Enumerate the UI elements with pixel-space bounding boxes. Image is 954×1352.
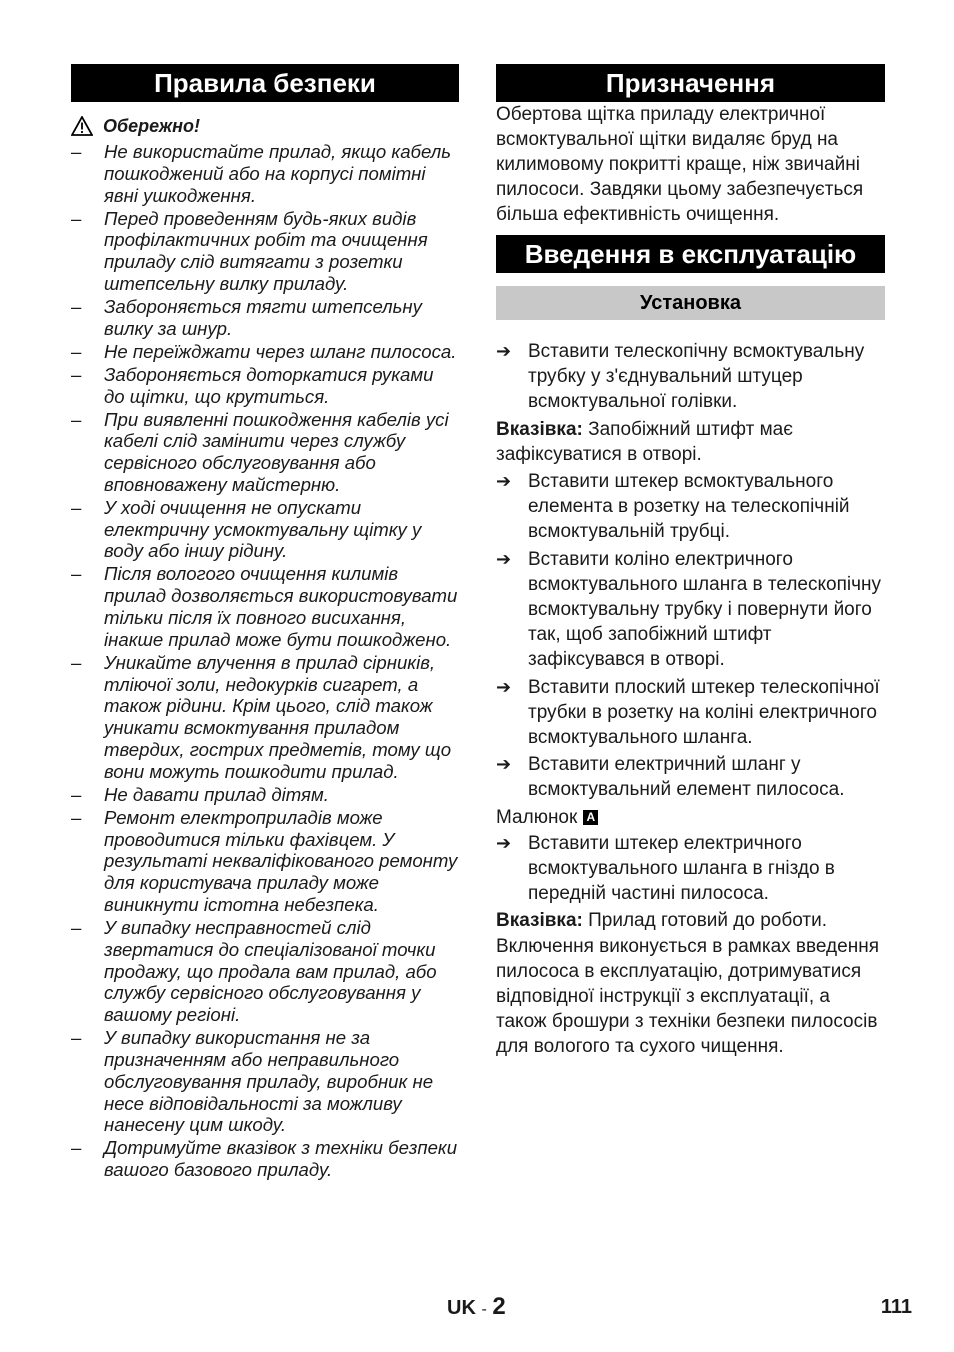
step-text: Вставити телескопічну всмоктувальну трубку у з'єднувальний штуцер всмоктувальної голівки. xyxy=(528,341,865,413)
step-text: Вставити електричний шланг у всмоктувальний елемент пилососа. xyxy=(528,754,845,801)
list-item-text: Не переїжджати через шланг пилососа. xyxy=(104,340,457,362)
list-item xyxy=(71,652,459,783)
list-item xyxy=(71,784,459,806)
dash-bullet: – xyxy=(71,295,82,317)
list-item-text: Після вологого очищення килимів прилад дозволяється використовувати тільки після їх повного висихання, інакше прилад може бути пошкоджено. xyxy=(104,563,458,650)
footer-section-number: 2 xyxy=(492,1293,506,1320)
list-item-text: Не використайте прилад, якщо кабель пошкоджений або на корпусі помітні явні ушкодження. xyxy=(104,141,451,206)
note-2 xyxy=(496,908,885,1059)
list-item-text: У випадку несправностей слід звертатися до спеціалізованої точки продажу, що продала вам прилад, або службу сервісного обслуговування у вашому регіоні. xyxy=(104,916,437,1026)
list-item xyxy=(71,563,459,650)
step-text: Вставити штекер всмоктувального елемента в розетку на телескопічній всмоктувальній трубці. xyxy=(528,471,850,543)
note-label: Вказівка: xyxy=(496,910,583,932)
step-6 xyxy=(496,831,885,907)
caution-label: Обережно! xyxy=(103,116,201,136)
note-label: Вказівка: xyxy=(496,418,583,440)
dash-bullet: – xyxy=(71,340,82,362)
list-item-text: Забороняється доторкатися руками до щітки, що крутиться. xyxy=(104,363,434,407)
list-item-text: При виявленні пошкодження кабелів усі кабелі слід замінити через службу сервісного обслуговування або вповноважену майстерню. xyxy=(104,408,449,495)
list-item-text: У випадку використання не за призначенням або неправильного обслуговування приладу, виробник не несе відповідальності за можливу нанесену цим шкоду. xyxy=(104,1027,434,1136)
figure-letter-badge: A xyxy=(583,810,598,825)
dash-bullet: – xyxy=(71,651,82,673)
list-item xyxy=(71,364,459,408)
dash-bullet: – xyxy=(71,806,82,828)
list-item xyxy=(71,917,459,1026)
commissioning-heading: Введення в експлуатацію xyxy=(496,235,885,273)
step-4 xyxy=(496,675,885,751)
note-text: Прилад готовий до роботи. Включення виконується в рамках введення пилососа в експлуатацію, дотримуватися відповідної інструкції з експлуатації, а також брошури з техніки безпеки пилососів для вологого та сухого чищення. xyxy=(496,910,879,1058)
dash-bullet: – xyxy=(71,408,82,430)
arrow-right-icon: ➔ xyxy=(496,548,512,569)
note-text: Запобіжний штифт має зафіксуватися в отворі. xyxy=(496,418,793,465)
footer-lang: UK xyxy=(447,1297,476,1319)
dash-bullet: – xyxy=(71,363,82,385)
safety-list xyxy=(71,141,459,1181)
purpose-text: Обертова щітка приладу електричної всмоктувальної щітки видаляє бруд на килимовому покритті краще, ніж звичайні пилососи. Завдяки цьому забезпечується більша ефективність очищення. xyxy=(496,104,864,225)
list-item-text: У ході очищення не опускати електричну усмоктувальну щітку у воду або іншу рідину. xyxy=(104,496,422,562)
list-item-text: Ремонт електроприладів може проводитися тільки фахівцем. У результаті некваліфікованого ремонту для користувача приладу може виникнути істотна небезпека. xyxy=(104,806,458,915)
list-item-text: Уникайте влучення в прилад сірників, тліючої золи, недокурків сигарет, а також рідини. Крім цього, слід також уникати всмоктування приладом твердих, гострих предметів, тому що вони можуть пошкодити прилад. xyxy=(104,651,452,782)
list-item xyxy=(71,208,459,295)
install-subheading: Установка xyxy=(496,286,885,320)
list-item xyxy=(71,1027,459,1136)
dash-bullet: – xyxy=(71,496,82,518)
dash-bullet: – xyxy=(71,783,82,805)
step-1 xyxy=(496,339,885,415)
arrow-right-icon: ➔ xyxy=(496,832,512,853)
figure-reference xyxy=(496,805,885,830)
safety-heading: Правила безпеки xyxy=(71,64,459,102)
note-1 xyxy=(496,417,885,467)
list-item xyxy=(71,409,459,496)
caution-line xyxy=(71,115,459,137)
list-item xyxy=(71,1137,459,1181)
warning-triangle-icon xyxy=(71,116,93,136)
dash-bullet: – xyxy=(71,916,82,938)
list-item-text: Дотримуйте вказівок з техніки безпеки вашого базового приладу. xyxy=(104,1137,458,1181)
step-text: Вставити плоский штекер телескопічної трубки в розетку на коліні електричного всмоктувального шланга. xyxy=(528,676,880,749)
purpose-column xyxy=(496,64,885,1062)
dash-bullet: – xyxy=(71,207,82,229)
page-number: 111 xyxy=(880,1296,912,1318)
step-text: Вставити коліно електричного всмоктувального шланга в телескопічну всмоктувальну трубку і повернути його так, щоб запобіжний штифт зафіксувався в отворі. xyxy=(528,548,881,671)
dash-bullet: – xyxy=(71,141,82,162)
arrow-right-icon: ➔ xyxy=(496,341,512,361)
dash-bullet: – xyxy=(71,1137,82,1159)
list-item xyxy=(71,341,459,363)
list-item-text: Не давати прилад дітям. xyxy=(104,783,329,805)
step-text: Вставити штекер електричного всмоктувального шланга в гніздо в передній частині пилососа. xyxy=(528,832,835,905)
footer-separator: - xyxy=(481,1301,487,1318)
list-item-text: Перед проведенням будь-яких видів профілактичних робіт та очищення приладу слід витягати з розетки штепсельну вилку приладу. xyxy=(104,207,428,294)
step-2 xyxy=(496,469,885,545)
figure-label: Малюнок xyxy=(496,806,578,828)
list-item xyxy=(71,807,459,916)
step-3 xyxy=(496,547,885,673)
list-item xyxy=(71,296,459,340)
footer-section-ref xyxy=(447,1293,506,1321)
list-item xyxy=(71,497,459,562)
dash-bullet: – xyxy=(71,1027,82,1049)
purpose-heading: Призначення xyxy=(496,64,885,102)
arrow-right-icon: ➔ xyxy=(496,754,512,775)
list-item xyxy=(71,141,459,206)
arrow-right-icon: ➔ xyxy=(496,676,512,697)
safety-column xyxy=(71,64,459,1182)
dash-bullet: – xyxy=(71,563,82,585)
arrow-right-icon: ➔ xyxy=(496,471,512,492)
step-5 xyxy=(496,752,885,802)
list-item-text: Забороняється тягти штепсельну вилку за шнур. xyxy=(104,295,422,339)
